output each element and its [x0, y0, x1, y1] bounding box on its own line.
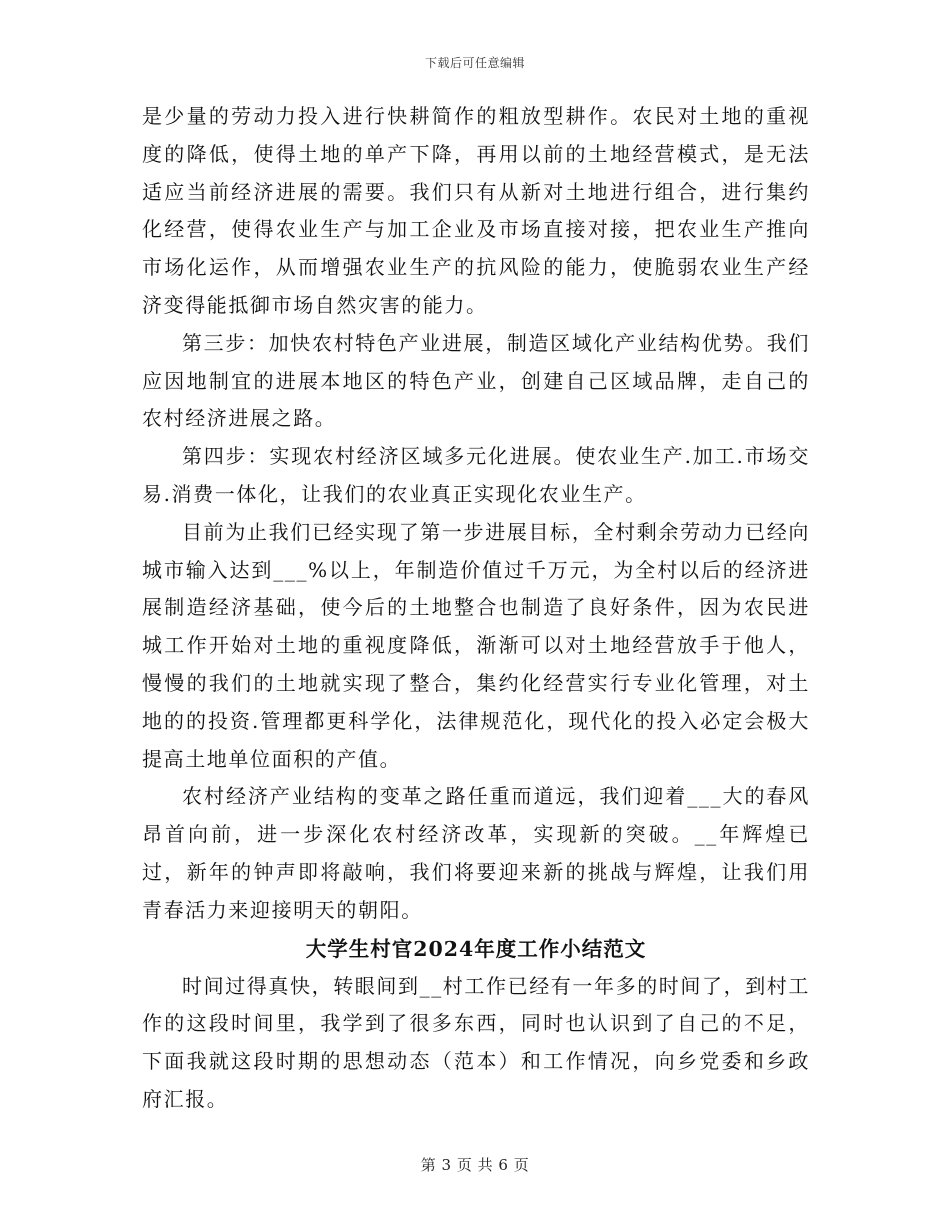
- paragraph-progress: 目前为止我们已经实现了第一步进展目标，全村剩余劳动力已经向城市输入达到___%以上，年制造价值过千万元，为全村以后的经济进展制造经济基础，使今后的土地整合也制造了良好条件，因为农民进城工作开始对土地的重视度降低，渐渐可以对土地经营放手于他人，慢慢的我们的土地就实现了整合，集约化经营实行专业化管理，对土地的的投资.管理都更科学化，法律规范化，现代化的投入必定会极大提高土地单位面积的产值。: [142, 519, 810, 771]
- paragraph-continuation: 是少量的劳动力投入进行快耕简作的粗放型耕作。农民对土地的重视度的降低，使得土地的单产下降，再用以前的土地经营模式，是无法适应当前经济进展的需要。我们只有从新对土地进行组合，进行集约化经营，使得农业生产与加工企业及市场直接对接，把农业生产推向市场化运作，从而增强农业生产的抗风险的能力，使脆弱农业生产经济变得能抵御市场自然灾害的能力。: [142, 104, 810, 317]
- section-title: 大学生村官2024年度工作小结范文: [305, 936, 647, 961]
- paragraph-section-intro: 时间过得真快，转眼间到__村工作已经有一年多的时间了，到村工作的这段时间里，我学到了很多东西，同时也认识到了自己的不足，下面我就这段时期的思想动态（范本）和工作情况，向乡党委和乡政府汇报。: [142, 973, 810, 1111]
- paragraph-step-four: 第四步：实现农村经济区域多元化进展。使农业生产.加工.市场交易.消费一体化，让我们的农业真正实现化农业生产。: [142, 444, 810, 506]
- paragraph-conclusion: 农村经济产业结构的变革之路任重而道远，我们迎着___大的春风昂首向前，进一步深化农村经济改革，实现新的突破。__年辉煌已过，新年的钟声即将敲响，我们将要迎来新的挑战与辉煌，让我们用青春活力来迎接明天的朝阳。: [142, 784, 810, 922]
- paragraph-step-three: 第三步：加快农村特色产业进展，制造区域化产业结构优势。我们应因地制宜的进展本地区的特色产业，创建自己区域品牌，走自己的农村经济进展之路。: [142, 330, 810, 431]
- document-body: [142, 98, 810, 1119]
- page-number-footer: 第 3 页 共 6 页: [420, 1156, 530, 1174]
- page-header-note: 下载后可任意编辑: [424, 56, 525, 70]
